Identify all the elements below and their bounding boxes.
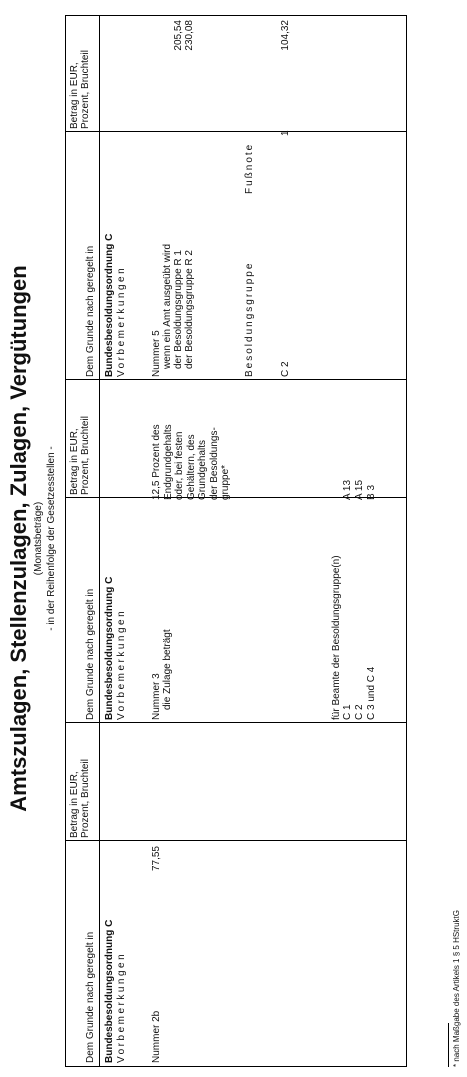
col3-vorbemerkungen: Vorbemerkungen [116, 265, 127, 377]
header-grund-3: Dem Grunde nach geregelt in [85, 245, 96, 377]
page-title: Amtszulagen, Stellenzulagen, Zulagen, Vergütungen [6, 265, 31, 812]
col2-row-value: B 3 [366, 484, 377, 500]
header-grund-1: Dem Grunde nach geregelt in [85, 931, 96, 1063]
page-subtitle-monthly: (Monatsbeträge) [33, 501, 44, 576]
col3-fussnote: Fußnote [244, 142, 255, 194]
col1-vorbemerkungen: Vorbemerkungen [116, 951, 127, 1063]
col2-vorbemerkungen: Vorbemerkungen [116, 608, 127, 720]
col2-nummer: Nummer 3 [151, 673, 162, 720]
col2-heading: Bundesbesoldungsordnung C [104, 576, 115, 720]
col2-amount-text: 12,5 Prozent des Endgrundgehalts oder, bei festen Gehältern, des Grundgehalts der Besoldungs- gruppe* [151, 424, 231, 500]
col3-value: 205,54 [173, 20, 184, 51]
header-separator [99, 16, 100, 1066]
col1-amount: 77,55 [151, 846, 162, 872]
col3-line: der Besoldungsgruppe R 1 [173, 250, 184, 369]
column-divider [66, 379, 406, 380]
header-grund-2: Dem Grunde nach geregelt in [85, 588, 96, 720]
header-betrag-2: Betrag in EUR, Prozent, Bruchteil [69, 416, 91, 495]
col3-nummer: Nummer 5 [151, 330, 162, 377]
col3-c2-value: 104,32 [280, 20, 291, 51]
col2-row-value: A 13 [342, 479, 353, 500]
col2-fuer-beamte: für Beamte der Besoldungsgruppe(n) [331, 555, 342, 720]
col3-c2-footnote: 1 [280, 130, 291, 136]
col2-zulage-text: die Zulage beträgt [162, 629, 173, 710]
column-divider [66, 131, 406, 132]
header-betrag-3: Betrag in EUR, Prozent, Bruchteil [69, 50, 91, 129]
header-betrag-1: Betrag in EUR, Prozent, Bruchteil [69, 759, 91, 838]
col3-c2-label: C 2 [280, 361, 291, 377]
col2-row-label: C 1 [342, 704, 353, 720]
footnote: * nach Maßgabe des Artikels 1 § 5 HStruktG [452, 910, 461, 1067]
col2-row-label: C 3 und C 4 [366, 666, 377, 720]
col3-line: wenn ein Amt ausgeübt wird [162, 243, 173, 369]
footnote-rule [448, 1023, 449, 1067]
col2-row-label: C 2 [354, 704, 365, 720]
col3-heading: Bundesbesoldungsordnung C [104, 233, 115, 377]
col2-row-value: A 15 [354, 479, 365, 500]
allowance-table [65, 15, 407, 1067]
col3-value: 230,08 [184, 20, 195, 51]
page-subtitle-order: - in der Reihenfolge der Gesetzesstellen - [46, 446, 57, 631]
col3-besoldungsgruppe: Besoldungsgruppe [244, 261, 255, 377]
column-divider [66, 722, 406, 723]
column-divider [66, 840, 406, 841]
col3-line: der Besoldungsgruppe R 2 [184, 250, 195, 369]
col1-heading: Bundesbesoldungsordnung C [104, 919, 115, 1063]
col1-nummer: Nummer 2b [151, 1010, 162, 1063]
